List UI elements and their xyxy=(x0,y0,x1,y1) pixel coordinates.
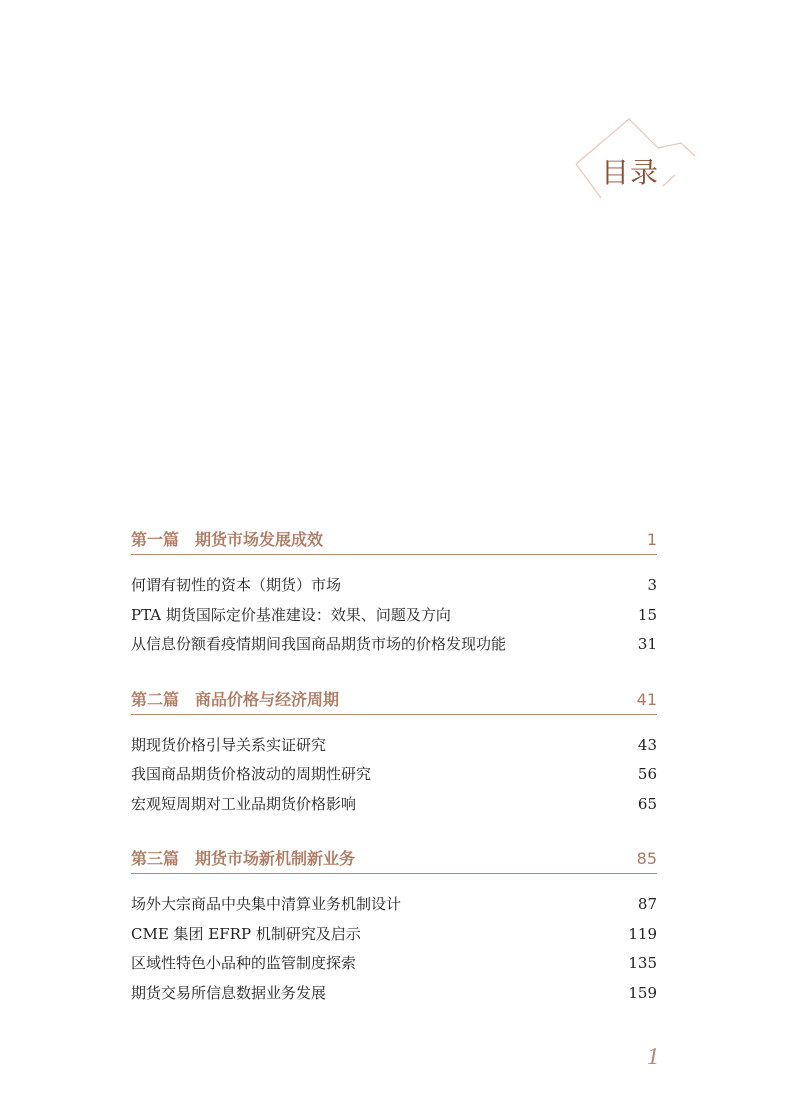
entry-page-number: 43 xyxy=(637,735,657,754)
toc-entry[interactable] xyxy=(131,982,657,1012)
entry-page-number: 15 xyxy=(637,605,657,624)
toc-entry[interactable] xyxy=(131,604,657,634)
entry-title: 期货交易所信息数据业务发展 xyxy=(131,983,327,1002)
entry-page-number: 159 xyxy=(628,983,657,1002)
entry-page-number: 135 xyxy=(628,954,657,972)
toc-entry[interactable] xyxy=(131,952,657,982)
entry-title: 何谓有韧性的资本（期货）市场 xyxy=(131,576,342,594)
entry-title: 期现货价格引导关系实证研究 xyxy=(131,735,327,754)
entry-page-number: 119 xyxy=(628,924,657,943)
section-gap xyxy=(131,663,657,687)
toc-entry[interactable] xyxy=(131,763,657,793)
part-page-number: 1 xyxy=(646,530,657,549)
part-page-number: 85 xyxy=(636,849,657,868)
part-ordinal: 第二篇 xyxy=(131,689,180,709)
toc-entry[interactable] xyxy=(131,734,657,764)
toc-entry[interactable] xyxy=(131,633,657,663)
part-ordinal: 第一篇 xyxy=(131,530,180,549)
entry-page-number: 65 xyxy=(637,794,657,813)
part-ordinal: 第三篇 xyxy=(131,849,180,868)
part-heading-3[interactable] xyxy=(131,846,657,874)
entry-title: PTA 期货国际定价基准建设：效果、问题及方向 xyxy=(131,605,451,624)
mountain-decoration xyxy=(0,0,790,260)
toc-entry[interactable] xyxy=(131,574,657,604)
entry-title: 场外大宗商品中央集中清算业务机制设计 xyxy=(131,895,402,913)
section-gap xyxy=(131,822,657,846)
part-title: 期货市场新机制新业务 xyxy=(195,849,356,868)
entry-page-number: 3 xyxy=(647,576,657,594)
page-folio: 1 xyxy=(647,1044,659,1070)
entry-title: 宏观短周期对工业品期货价格影响 xyxy=(131,794,357,813)
part-heading-2[interactable] xyxy=(131,687,657,715)
entry-title: CME 集团 EFRP 机制研究及启示 xyxy=(131,924,361,943)
entry-page-number: 87 xyxy=(637,895,657,913)
toc-entry[interactable] xyxy=(131,893,657,923)
part-heading-1[interactable] xyxy=(131,527,657,555)
part-title: 期货市场发展成效 xyxy=(195,530,324,549)
toc-entry[interactable] xyxy=(131,793,657,823)
part-title: 商品价格与经济周期 xyxy=(195,689,340,709)
table-of-contents xyxy=(131,527,657,1011)
entry-title: 我国商品期货价格波动的周期性研究 xyxy=(131,765,372,783)
toc-entry[interactable] xyxy=(131,923,657,953)
toc-title: 目录 xyxy=(601,156,660,189)
entry-page-number: 56 xyxy=(637,765,657,783)
entry-title: 区域性特色小品种的监管制度探索 xyxy=(131,954,357,972)
part-page-number: 41 xyxy=(636,689,657,709)
entry-page-number: 31 xyxy=(637,635,657,653)
entry-title: 从信息份额看疫情期间我国商品期货市场的价格发现功能 xyxy=(131,635,507,653)
